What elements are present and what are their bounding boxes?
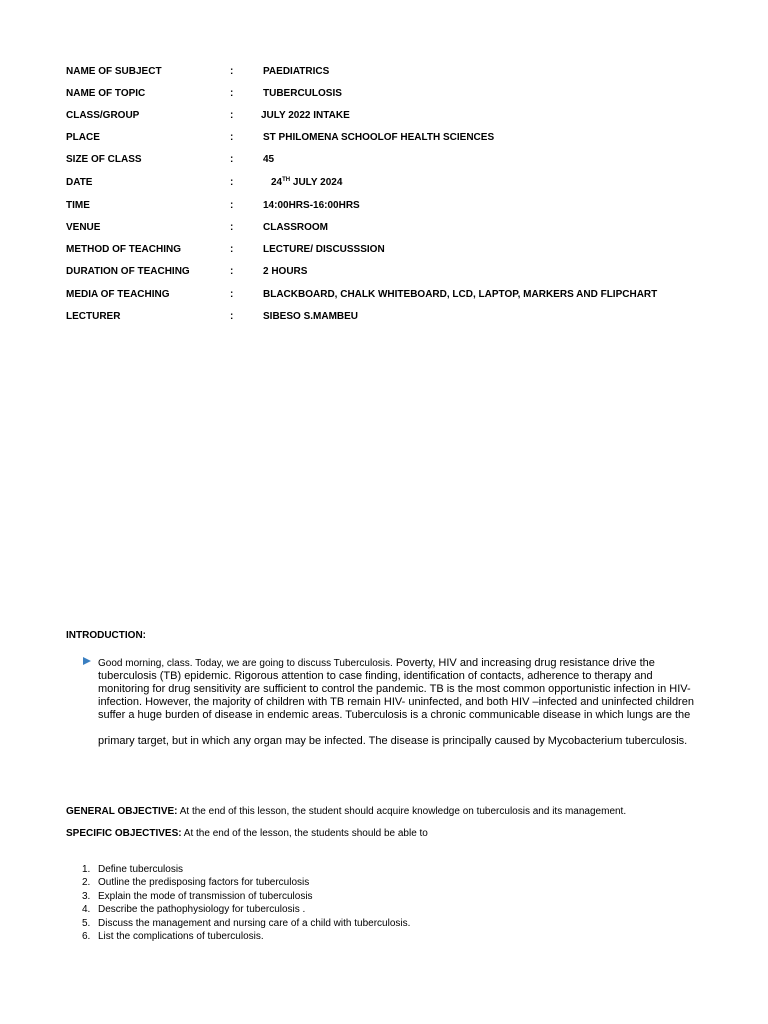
detail-colon: : xyxy=(230,132,234,143)
detail-label: NAME OF TOPIC xyxy=(66,88,146,99)
detail-label: MEDIA OF TEACHING xyxy=(66,289,170,300)
detail-row-duration xyxy=(0,266,768,280)
detail-row-topic xyxy=(0,88,768,102)
list-item-text: Explain the mode of transmission of tuberculosis xyxy=(98,890,313,902)
detail-label: NAME OF SUBJECT xyxy=(66,66,162,77)
list-item-text: List the complications of tuberculosis. xyxy=(98,930,264,942)
detail-value: 14:00HRS-16:00HRS xyxy=(263,200,360,211)
list-item-number: 1. xyxy=(82,864,91,875)
detail-value xyxy=(271,177,342,188)
introduction-heading: INTRODUCTION: xyxy=(66,630,146,641)
introduction-paragraph xyxy=(98,657,698,722)
detail-label: CLASS/GROUP xyxy=(66,110,140,121)
list-item-number: 6. xyxy=(82,930,91,942)
list-item-number: 3. xyxy=(82,890,91,902)
objectives-list xyxy=(66,863,410,943)
list-item xyxy=(66,930,410,943)
arrow-bullet-icon xyxy=(83,657,91,665)
list-item-text: Define tuberculosis xyxy=(98,864,184,875)
introduction-body: Poverty, HIV and increasing drug resistance drive the tuberculosis (TB) epidemic. Rigorous attention to case finding, identification of contacts, adherence to therapy and monitoring for drug sensitivity are sufficient to control the pandemic. TB is the most common opportunistic infection in HIV-infection. However, the majority of children with TB remain HIV- uninfected, and both HIV –infected and uninfected children suffer a huge burden of disease in endemic areas. Tuberculosis is a chronic communicable disease in which lungs are the xyxy=(98,657,694,721)
detail-colon: : xyxy=(230,154,234,165)
general-objective-text: At the end of this lesson, the student should acquire knowledge on tuberculosis and its management. xyxy=(177,806,627,817)
list-item-number: 5. xyxy=(82,917,91,929)
detail-colon: : xyxy=(230,244,234,255)
detail-row-media xyxy=(0,289,768,303)
detail-value: BLACKBOARD, CHALK WHITEBOARD, LCD, LAPTOP, MARKERS AND FLIPCHART xyxy=(263,289,658,300)
list-item xyxy=(66,903,410,916)
detail-colon: : xyxy=(230,66,234,77)
detail-value: TUBERCULOSIS xyxy=(263,88,342,99)
list-item xyxy=(66,876,410,889)
detail-colon: : xyxy=(230,222,234,233)
detail-row-time xyxy=(0,200,768,214)
detail-label: SIZE OF CLASS xyxy=(66,154,142,165)
list-item xyxy=(66,890,410,903)
detail-label: TIME xyxy=(66,200,90,211)
list-item-text: Describe the pathophysiology for tuberculosis . xyxy=(98,904,306,916)
detail-colon: : xyxy=(230,266,234,277)
detail-value: 2 HOURS xyxy=(263,266,308,277)
detail-value: ST PHILOMENA SCHOOLOF HEALTH SCIENCES xyxy=(263,132,495,143)
detail-row-method xyxy=(0,244,768,258)
introduction-lead: Good morning, class. Today, we are going to discuss Tuberculosis. xyxy=(98,658,393,669)
detail-value: 45 xyxy=(263,154,275,165)
specific-objectives-text: At the end of the lesson, the students should be able to xyxy=(181,828,428,839)
detail-colon: : xyxy=(230,289,234,300)
detail-row-venue xyxy=(0,222,768,236)
date-ordinal: TH xyxy=(282,177,291,183)
detail-label: PLACE xyxy=(66,132,100,143)
detail-row-class xyxy=(0,110,768,124)
list-item-text: Outline the predisposing factors for tuberculosis xyxy=(98,877,310,889)
detail-value: PAEDIATRICS xyxy=(263,66,330,77)
general-objective xyxy=(66,806,626,817)
detail-colon: : xyxy=(230,110,234,121)
detail-colon: : xyxy=(230,311,234,322)
list-item-number: 4. xyxy=(82,904,91,916)
introduction-continuation: primary target, but in which any organ may be infected. The disease is principally caused by Mycobacterium tuberculosis. xyxy=(98,735,688,747)
detail-row-place xyxy=(0,132,768,146)
list-item xyxy=(66,917,410,930)
detail-label: VENUE xyxy=(66,222,101,233)
detail-label: METHOD OF TEACHING xyxy=(66,244,181,255)
detail-value: SIBESO S.MAMBEU xyxy=(263,311,359,322)
date-rest: JULY 2024 xyxy=(290,177,343,188)
detail-row-size xyxy=(0,154,768,168)
detail-colon: : xyxy=(230,177,234,188)
detail-label: DATE xyxy=(66,177,93,188)
detail-label: DURATION OF TEACHING xyxy=(66,266,190,277)
specific-objectives-label: SPECIFIC OBJECTIVES: xyxy=(66,828,182,839)
specific-objectives xyxy=(66,828,428,839)
detail-label: LECTURER xyxy=(66,311,121,322)
detail-row-date xyxy=(0,177,768,191)
detail-colon: : xyxy=(230,200,234,211)
list-item-number: 2. xyxy=(82,877,91,889)
detail-row-lecturer xyxy=(0,311,768,325)
list-item xyxy=(66,863,410,876)
general-objective-label: GENERAL OBJECTIVE: xyxy=(66,806,178,817)
detail-colon: : xyxy=(230,88,234,99)
list-item-text: Discuss the management and nursing care of a child with tuberculosis. xyxy=(98,917,411,929)
detail-value: CLASSROOM xyxy=(263,222,328,233)
date-day: 24 xyxy=(271,177,283,188)
detail-value: JULY 2022 INTAKE xyxy=(261,110,350,121)
detail-value: LECTURE/ DISCUSSSION xyxy=(263,244,385,255)
detail-row-subject xyxy=(0,66,768,80)
